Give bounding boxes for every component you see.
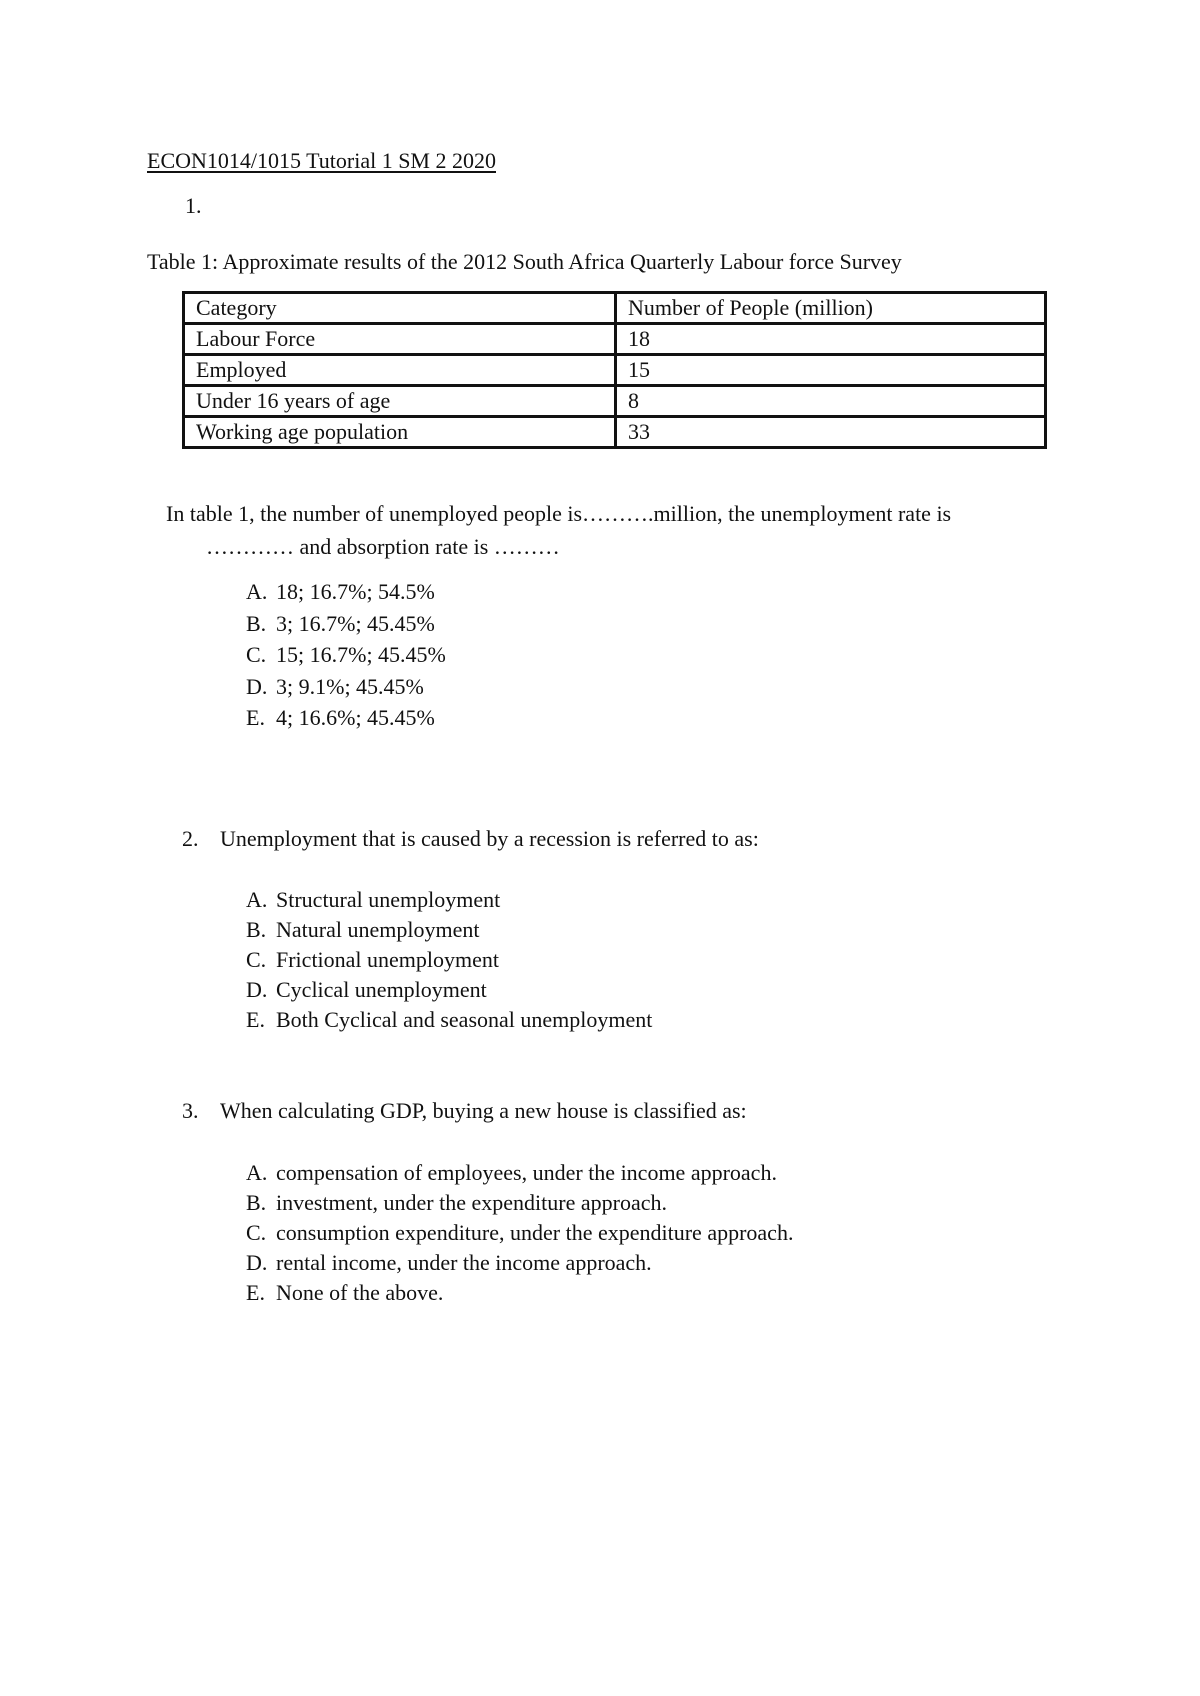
option-item	[246, 1005, 652, 1035]
table-cell: Employed	[184, 355, 616, 386]
option-item	[246, 639, 446, 671]
question-2-stem: Unemployment that is caused by a recession is referred to as:	[220, 826, 759, 851]
option-item	[246, 576, 446, 608]
option-letter: D.	[246, 673, 268, 699]
question-2-options	[246, 885, 652, 1035]
table-header-row	[184, 293, 1046, 324]
question-2-number: 2.	[182, 826, 199, 851]
option-item	[246, 1248, 793, 1278]
option-text: Frictional unemployment	[276, 947, 500, 972]
table-row	[184, 417, 1046, 448]
option-item	[246, 1218, 793, 1248]
question-1-stem-line-2: ………… and absorption rate is ………	[206, 534, 560, 559]
option-item	[246, 945, 652, 975]
option-item	[246, 1278, 793, 1308]
question-2	[182, 826, 759, 852]
option-text: Structural unemployment	[276, 887, 501, 912]
option-text: 3; 16.7%; 45.45%	[276, 610, 435, 636]
option-letter: A.	[246, 887, 268, 912]
option-letter: B.	[246, 1190, 267, 1215]
option-letter: A.	[246, 1160, 268, 1185]
option-letter: D.	[246, 1250, 268, 1275]
table-header-cell: Category	[184, 293, 616, 324]
option-text: rental income, under the income approach.	[276, 1250, 652, 1275]
option-letter: B.	[246, 610, 267, 636]
option-item	[246, 1188, 793, 1218]
option-letter: E.	[246, 1280, 265, 1305]
option-item	[246, 975, 652, 1005]
table-header-cell: Number of People (million)	[616, 293, 1046, 324]
option-text: Natural unemployment	[276, 917, 480, 942]
document-title: ECON1014/1015 Tutorial 1 SM 2 2020	[147, 148, 496, 173]
option-item	[246, 702, 446, 734]
question-1-number: 1.	[185, 193, 202, 218]
option-text: Both Cyclical and seasonal unemployment	[276, 1007, 653, 1032]
option-text: Cyclical unemployment	[276, 977, 487, 1002]
table-cell: 15	[616, 355, 1046, 386]
option-letter: C.	[246, 642, 267, 667]
question-1-stem	[166, 497, 1066, 563]
table-cell: 8	[616, 386, 1046, 417]
question-3-number: 3.	[182, 1098, 199, 1123]
option-text: compensation of employees, under the income approach.	[276, 1160, 777, 1185]
question-3	[182, 1098, 747, 1124]
table-cell: Under 16 years of age	[184, 386, 616, 417]
option-letter: C.	[246, 1220, 267, 1245]
option-text: 3; 9.1%; 45.45%	[276, 673, 424, 699]
option-letter: C.	[246, 947, 267, 972]
table-cell: 18	[616, 324, 1046, 355]
option-text: consumption expenditure, under the expenditure approach.	[276, 1220, 794, 1245]
question-3-stem: When calculating GDP, buying a new house is classified as:	[220, 1098, 747, 1123]
option-item	[246, 608, 446, 640]
option-text: 15; 16.7%; 45.45%	[276, 642, 446, 667]
option-text: 18; 16.7%; 54.5%	[276, 579, 435, 604]
table-row	[184, 355, 1046, 386]
table-row	[184, 386, 1046, 417]
table-cell: Working age population	[184, 417, 616, 448]
table-row	[184, 324, 1046, 355]
option-letter: D.	[246, 977, 268, 1002]
table-cell: Labour Force	[184, 324, 616, 355]
option-text: None of the above.	[276, 1280, 444, 1305]
option-text: 4; 16.6%; 45.45%	[276, 705, 435, 730]
question-1-options	[246, 576, 446, 734]
option-letter: E.	[246, 1007, 265, 1032]
option-letter: E.	[246, 705, 265, 730]
question-1-stem-line-1: In table 1, the number of unemployed people is……….million, the unemployment rate is	[166, 501, 952, 526]
option-item	[246, 1158, 793, 1188]
option-letter: B.	[246, 917, 267, 942]
labour-force-table	[182, 291, 1047, 449]
question-3-options	[246, 1158, 793, 1308]
table-cell: 33	[616, 417, 1046, 448]
option-item	[246, 671, 446, 703]
option-item	[246, 915, 652, 945]
option-text: investment, under the expenditure approach.	[276, 1190, 667, 1215]
table-caption: Table 1: Approximate results of the 2012 South Africa Quarterly Labour force Survey	[147, 249, 902, 274]
option-letter: A.	[246, 579, 268, 604]
option-item	[246, 885, 652, 915]
